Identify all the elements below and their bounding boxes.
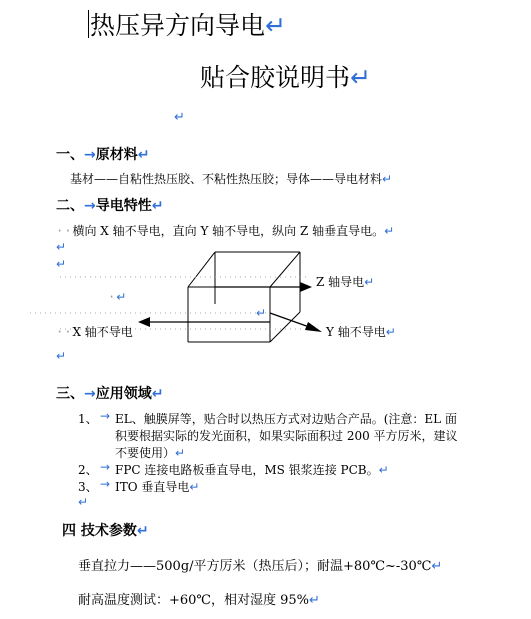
paragraph-mark: ·↵ — [108, 290, 127, 304]
paragraph-mark: ↵ — [56, 240, 67, 254]
list-item-num: 3、 — [78, 480, 98, 494]
paragraph-mark: ↵ — [56, 349, 67, 363]
x-axis-label: ··X 轴不导电 — [56, 325, 133, 339]
tab-arrow: → — [100, 477, 111, 491]
tab-arrow: → — [100, 409, 111, 423]
paragraph-mark: ↵ — [174, 110, 185, 125]
list-item-num: 1、 — [78, 412, 98, 426]
list-item-line: ITO 垂直导电↵ — [115, 480, 200, 494]
section1-heading: 一、→原材料↵ — [56, 147, 150, 163]
section1-text: 基材——自粘性热压胶、不粘性热压胶；导体——导电材料↵ — [70, 172, 393, 186]
y-axis-label: Y 轴不导电↵ — [326, 325, 396, 339]
section3-heading: 三、→应用领域↵ — [56, 386, 164, 402]
section2-heading: 二、→导电特性↵ — [56, 198, 164, 214]
section4-heading: 四 技术参数↵ — [62, 523, 149, 539]
list-item-line: FPC 连接电路板垂直导电，MS 银浆连接 PCB。↵ — [115, 463, 389, 477]
tech-param-line: 垂直拉力——500g/平方厉米（热压后）；耐温+80℃~-30℃↵ — [78, 559, 443, 574]
paragraph-mark: ↵ — [256, 306, 267, 320]
title-line-1: 热压异方向导电↵ — [90, 11, 286, 40]
tab-arrow: → — [100, 460, 111, 474]
list-item-line: EL、触膜屏等，贴合时以热压方式对边贴合产品。(注意：EL 面 — [115, 412, 457, 426]
text-cursor — [88, 10, 89, 38]
list-item-line: 积要根据实际的发光面积，如果实际面积过 200 平方厉米，建议 — [115, 429, 458, 443]
list-item-line: 不要使用）↵ — [115, 446, 186, 460]
section2-text: ··横向 X 轴不导电，直向 Y 轴不导电，纵向 Z 轴垂直导电。↵ — [56, 224, 395, 238]
z-axis-label: Z 轴导电↵ — [316, 275, 375, 289]
tech-param-line: 耐高温度测试：+60℃，相对湿度 95%↵ — [78, 593, 320, 608]
paragraph-mark: ↵ — [78, 495, 89, 509]
list-item-num: 2、 — [78, 463, 98, 477]
title-line-2: 贴合胶说明书↵ — [200, 63, 371, 92]
paragraph-mark: ↵ — [56, 257, 67, 271]
